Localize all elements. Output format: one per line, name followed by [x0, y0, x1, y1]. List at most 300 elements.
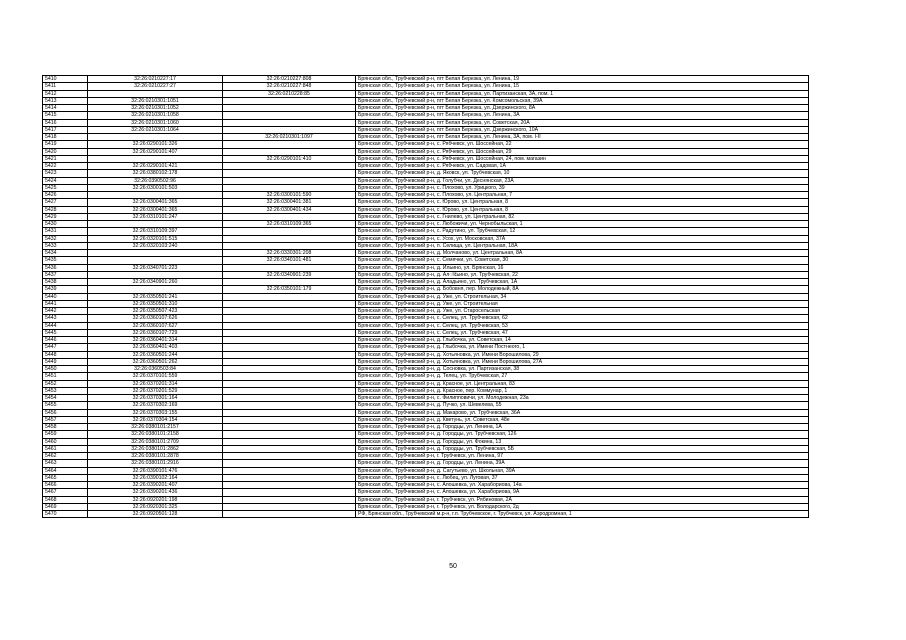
table-row [43, 402, 809, 409]
premises-number-cell [223, 445, 356, 452]
address-cell: Брянская обл., Трубчевский р-н, д. Красное, пер. Коммунар, 1 [356, 387, 809, 394]
table-row [43, 438, 809, 445]
row-number-cell: 5441 [43, 300, 88, 307]
premises-number-cell [223, 351, 356, 358]
row-number-cell: 5463 [43, 460, 88, 467]
row-number-cell: 5411 [43, 83, 88, 90]
premises-number-cell: 32:26:0340101:481 [223, 257, 356, 264]
row-number-cell: 5447 [43, 344, 88, 351]
premises-number-cell [223, 337, 356, 344]
cadastral-number-cell: 32:26:0320103:240 [88, 242, 223, 249]
address-cell: Брянская обл., Трубчевский р-н, д. Уже, ул. Старосельская [356, 308, 809, 315]
cadastral-number-cell: 32:26:0370302:169 [88, 402, 223, 409]
address-cell: Брянская обл., Трубчевский р-н, д. Сосновка, ул. Партизанская, 38 [356, 366, 809, 373]
address-cell: Брянская обл., Трубчевский р-н, с. Семячки, ул. Советская, 30 [356, 257, 809, 264]
cadastral-number-cell: 32:26:0380101:2878 [88, 453, 223, 460]
premises-number-cell: 32:26:0210228:85 [223, 90, 356, 97]
table-row [43, 424, 809, 431]
table-row [43, 112, 809, 119]
address-cell: Брянская обл., Трубчевский р-н, пгт Белая Березка, ул. Дзержинского, 10А [356, 126, 809, 133]
premises-number-cell [223, 148, 356, 155]
table-row [43, 416, 809, 423]
row-number-cell: 5460 [43, 438, 88, 445]
table-row [43, 213, 809, 220]
table-row [43, 163, 809, 170]
premises-number-cell [223, 373, 356, 380]
table-row [43, 482, 809, 489]
premises-number-cell [223, 503, 356, 510]
table-row [43, 184, 809, 191]
table-row [43, 199, 809, 206]
table-row [43, 496, 809, 503]
address-cell: Брянская обл., Трубчевский р-н, с. Рябчевск, ул. Шоссейная, 24, пом. магазин [356, 155, 809, 162]
cadastral-number-cell: 32:26:0380101:2158 [88, 431, 223, 438]
row-number-cell: 5433 [43, 242, 88, 249]
cadastral-number-cell: 32:26:0350501:241 [88, 293, 223, 300]
row-number-cell: 5452 [43, 380, 88, 387]
row-number-cell: 5443 [43, 315, 88, 322]
premises-number-cell: 32:26:0210227:848 [223, 83, 356, 90]
address-cell: Брянская обл., Трубчевский р-н, д. Телец, ул. Трубчевская, 27 [356, 373, 809, 380]
premises-number-cell [223, 293, 356, 300]
premises-number-cell [223, 126, 356, 133]
table-row [43, 257, 809, 264]
row-number-cell: 5422 [43, 163, 88, 170]
premises-number-cell: 32:26:0300101:590 [223, 192, 356, 199]
cadastral-number-cell: 32:26:0920201:198 [88, 496, 223, 503]
address-cell: Брянская обл., Трубчевский р-н, с. Плохово, ул. Урицкого, 39 [356, 184, 809, 191]
row-number-cell: 5428 [43, 206, 88, 213]
table-row [43, 337, 809, 344]
row-number-cell: 5420 [43, 148, 88, 155]
row-number-cell: 5419 [43, 141, 88, 148]
table-row [43, 242, 809, 249]
cadastral-number-cell: 32:26:0210301:1064 [88, 126, 223, 133]
row-number-cell: 5432 [43, 235, 88, 242]
row-number-cell: 5469 [43, 503, 88, 510]
cadastral-number-cell: 32:26:0360501:244 [88, 351, 223, 358]
cadastral-number-cell: 32:26:0360107:626 [88, 315, 223, 322]
row-number-cell: 5418 [43, 134, 88, 141]
address-cell: Брянская обл., Трубчевский р-н, д. Городцы, ул. Ленина, 1А [356, 424, 809, 431]
cadastral-number-cell [88, 271, 223, 278]
cadastral-number-cell [88, 192, 223, 199]
table-row [43, 126, 809, 133]
table-row [43, 409, 809, 416]
address-cell: Брянская обл., Трубчевский р-н, пгт Белая Березка, ул. Комсомольская, 39А [356, 97, 809, 104]
address-cell: Брянская обл., Трубчевский р-н, с. Апошевка, ул. Харабориова, 14а [356, 482, 809, 489]
table-row [43, 445, 809, 452]
table-row [43, 358, 809, 365]
cadastral-number-cell: 32:26:0350507:423 [88, 308, 223, 315]
table-row [43, 235, 809, 242]
premises-number-cell [223, 344, 356, 351]
premises-number-cell [223, 105, 356, 112]
premises-number-cell [223, 184, 356, 191]
cadastral-number-cell: 32:26:0360501:262 [88, 358, 223, 365]
address-cell: Брянская обл., Трубчевский р-н, с. Усох, ул. Московская, 37А [356, 235, 809, 242]
cadastral-number-cell: 32:26:0210227:17 [88, 76, 223, 83]
row-number-cell: 5435 [43, 257, 88, 264]
row-number-cell: 5427 [43, 199, 88, 206]
premises-number-cell [223, 387, 356, 394]
table-row [43, 351, 809, 358]
premises-number-cell [223, 235, 356, 242]
row-number-cell: 5467 [43, 489, 88, 496]
cadastral-number-cell: 32:26:0920501:128 [88, 511, 223, 518]
address-cell: Брянская обл., Трубчевский р-н, г. Трубчевск, ул. Рябиновая, 2А [356, 496, 809, 503]
cadastral-number-cell [88, 221, 223, 228]
cadastral-number-cell: 32:26:0310109:397 [88, 228, 223, 235]
cadastral-number-cell: 32:26:0370304:154 [88, 416, 223, 423]
table-row [43, 286, 809, 293]
row-number-cell: 5445 [43, 329, 88, 336]
premises-number-cell [223, 366, 356, 373]
table-row [43, 264, 809, 271]
premises-number-cell: 32:26:0330301:208 [223, 250, 356, 257]
address-cell: Брянская обл., Трубчевский р-н, с. Гнилево, ул. Центральная, 82 [356, 213, 809, 220]
premises-number-cell [223, 380, 356, 387]
row-number-cell: 5454 [43, 395, 88, 402]
premises-number-cell [223, 97, 356, 104]
row-number-cell: 5449 [43, 358, 88, 365]
table-row [43, 76, 809, 83]
table-row [43, 83, 809, 90]
premises-number-cell [223, 141, 356, 148]
table-row [43, 380, 809, 387]
row-number-cell: 5458 [43, 424, 88, 431]
table-row [43, 119, 809, 126]
cadastral-number-cell: 32:26:0380102:178 [88, 170, 223, 177]
row-number-cell: 5421 [43, 155, 88, 162]
row-number-cell: 5444 [43, 322, 88, 329]
row-number-cell: 5446 [43, 337, 88, 344]
row-number-cell: 5417 [43, 126, 88, 133]
address-cell: Брянская обл., Трубчевский р-н, пгт Белая Березка, ул. Ленина, 19 [356, 76, 809, 83]
premises-number-cell: 32:26:0290101:410 [223, 155, 356, 162]
table-row [43, 366, 809, 373]
address-cell: Брянская обл., Трубчевский р-н, с. Юрово, ул. Центральная, 8 [356, 206, 809, 213]
address-cell: Брянская обл., Трубчевский р-н, пгт Белая Березка, ул. Ленина, 3А, пом. I-II [356, 134, 809, 141]
premises-number-cell [223, 467, 356, 474]
premises-number-cell [223, 474, 356, 481]
address-cell: Брянская обл., Трубчевский р-н, д. Пучко, ул. Шевелева, 55 [356, 402, 809, 409]
cadastral-number-cell: 32:26:0370201:314 [88, 380, 223, 387]
table-row [43, 271, 809, 278]
cadastral-number-cell: 32:26:0390101:476 [88, 467, 223, 474]
table-row [43, 467, 809, 474]
table-row [43, 141, 809, 148]
row-number-cell: 5470 [43, 511, 88, 518]
premises-number-cell [223, 409, 356, 416]
row-number-cell: 5450 [43, 366, 88, 373]
cadastral-number-cell: 32:26:0290101:407 [88, 148, 223, 155]
cadastral-number-cell [88, 90, 223, 97]
cadastral-table [42, 75, 809, 518]
premises-number-cell: 32:26:0210227:808 [223, 76, 356, 83]
row-number-cell: 5459 [43, 431, 88, 438]
row-number-cell: 5438 [43, 279, 88, 286]
row-number-cell: 5431 [43, 228, 88, 235]
cadastral-number-cell: 32:26:0360107:627 [88, 322, 223, 329]
address-cell: Брянская обл., Трубчевский р-н, с. Рябчевск, ул. Шоссейная, 29 [356, 148, 809, 155]
address-cell: Брянская обл., Трубчевский р-н, с. Плохово, ул. Центральная, 7 [356, 192, 809, 199]
premises-number-cell [223, 322, 356, 329]
address-cell: Брянская обл., Трубчевский р-н, д. Красное, ул. Центральная, 83 [356, 380, 809, 387]
address-cell: Брянская обл., Трубчевский р-н, д. Аладьино, ул. Трубчевская, 1А [356, 279, 809, 286]
address-cell: Брянская обл., Трубчевский р-н, д. Городцы, ул. Трубчевская, 126 [356, 431, 809, 438]
row-number-cell: 5416 [43, 119, 88, 126]
row-number-cell: 5437 [43, 271, 88, 278]
row-number-cell: 5436 [43, 264, 88, 271]
row-number-cell: 5448 [43, 351, 88, 358]
cadastral-number-cell: 32:26:0380101:2862 [88, 445, 223, 452]
cadastral-number-cell [88, 286, 223, 293]
cadastral-number-cell: 32:26:0290101:421 [88, 163, 223, 170]
row-number-cell: 5465 [43, 474, 88, 481]
table-row [43, 329, 809, 336]
cadastral-number-cell: 32:26:0380101:2157 [88, 424, 223, 431]
row-number-cell: 5451 [43, 373, 88, 380]
cadastral-number-cell: 32:26:0370101:559 [88, 373, 223, 380]
premises-number-cell [223, 112, 356, 119]
premises-number-cell [223, 228, 356, 235]
table-row [43, 279, 809, 286]
address-cell: Брянская обл., Трубчевский р-н, с. Рябчевск, ул. Садовая, 1А [356, 163, 809, 170]
cadastral-number-cell [88, 155, 223, 162]
table-row [43, 453, 809, 460]
address-cell: Брянская обл., Трубчевский р-н, д. Уже, ул. Строительная, 34 [356, 293, 809, 300]
address-cell: Брянская обл., Трубчевский р-н, д. Городцы, ул. Ленина, 39А [356, 460, 809, 467]
address-cell: Брянская обл., Трубчевский р-н, с. Юрово, ул. Центральная, 8 [356, 199, 809, 206]
table-row [43, 177, 809, 184]
premises-number-cell [223, 300, 356, 307]
row-number-cell: 5424 [43, 177, 88, 184]
premises-number-cell [223, 416, 356, 423]
premises-number-cell [223, 460, 356, 467]
row-number-cell: 5439 [43, 286, 88, 293]
row-number-cell: 5429 [43, 213, 88, 220]
address-cell: Брянская обл., Трубчевский р-н, с. Селец, ул. Трубчевская, 62 [356, 315, 809, 322]
row-number-cell: 5442 [43, 308, 88, 315]
cadastral-number-cell: 32:26:0360401:403 [88, 344, 223, 351]
address-cell: Брянская обл., Трубчевский р-н, с. Любожичи, ул. Чернобыльская, 1 [356, 221, 809, 228]
row-number-cell: 5464 [43, 467, 88, 474]
premises-number-cell [223, 213, 356, 220]
premises-number-cell: 32:26:0300401:381 [223, 199, 356, 206]
address-cell: Брянская обл., Трубчевский р-н, с. Апошевка, ул. Харабориова, 9А [356, 489, 809, 496]
address-cell: Брянская обл., Трубчевский р-н, с. Радутино, ул. Трубчевская, 12 [356, 228, 809, 235]
address-cell: Брянская обл., Трубчевский р-н, пгт Белая Березка, ул. Советская, 20А [356, 119, 809, 126]
cadastral-number-cell: 32:26:0370303:155 [88, 409, 223, 416]
premises-number-cell [223, 177, 356, 184]
cadastral-number-cell: 32:26:0360107:729 [88, 329, 223, 336]
cadastral-number-cell: 32:26:0390201:436 [88, 489, 223, 496]
table-row [43, 300, 809, 307]
row-number-cell: 5440 [43, 293, 88, 300]
premises-number-cell [223, 438, 356, 445]
address-cell: Брянская обл., Трубчевский р-н, д. Бобовня, пер. Молодежный, 8А [356, 286, 809, 293]
premises-number-cell [223, 315, 356, 322]
table-row [43, 395, 809, 402]
row-number-cell: 5455 [43, 402, 88, 409]
premises-number-cell [223, 482, 356, 489]
cadastral-number-cell [88, 257, 223, 264]
premises-number-cell [223, 119, 356, 126]
premises-number-cell [223, 358, 356, 365]
address-cell: Брянская обл., Трубчевский р-н, д. Хотьяновка, ул. Имени Ворошилова, 27А [356, 358, 809, 365]
premises-number-cell [223, 511, 356, 518]
table-row [43, 97, 809, 104]
premises-number-cell [223, 395, 356, 402]
premises-number-cell [223, 402, 356, 409]
cadastral-number-cell: 32:26:0390502:96 [88, 177, 223, 184]
address-cell: Брянская обл., Трубчевский р-н, с. Любец, ул. Луговая, 37 [356, 474, 809, 481]
address-cell: Брянская обл., Трубчевский р-н, д. Кветунь, ул. Советская, 48е [356, 416, 809, 423]
row-number-cell: 5462 [43, 453, 88, 460]
premises-number-cell [223, 264, 356, 271]
address-cell: Брянская обл., Трубчевский р-н, г. Трубчевск, ул. Ленина, 97 [356, 453, 809, 460]
row-number-cell: 5413 [43, 97, 88, 104]
table-row [43, 105, 809, 112]
address-cell: Брянская обл., Трубчевский р-н, д. Городцы, ул. Трубчевская, 5Б [356, 445, 809, 452]
address-cell: РФ, Брянская обл., Трубчевский м.р-н, г.п. Трубчевское, г. Трубчевск, ул. Аэродромная, 1 [356, 511, 809, 518]
address-cell: Брянская обл., Трубчевский р-н, п. Селища, ул. Центральная, 18А [356, 242, 809, 249]
address-cell: Брянская обл., Трубчевский р-н, г. Трубчевск, ул. Володарского, 2д [356, 503, 809, 510]
table-row [43, 148, 809, 155]
address-cell: Брянская обл., Трубчевский р-н, с. Селец, ул. Трубчевская, 53 [356, 322, 809, 329]
row-number-cell: 5434 [43, 250, 88, 257]
cadastral-number-cell [88, 250, 223, 257]
premises-number-cell: 32:26:0210301:1097 [223, 134, 356, 141]
cadastral-number-cell: 32:26:0380101:2709 [88, 438, 223, 445]
address-cell: Брянская обл., Трубчевский р-н, д. Яковск, ул. Трубчевская, 10 [356, 170, 809, 177]
table-row [43, 503, 809, 510]
cadastral-number-cell: 32:26:0310101:247 [88, 213, 223, 220]
table-row [43, 293, 809, 300]
premises-number-cell [223, 163, 356, 170]
table-row [43, 134, 809, 141]
premises-number-cell [223, 242, 356, 249]
address-cell: Брянская обл., Трубчевский р-н, д. Алादьино, ул. Трубчевская, 22 [356, 271, 809, 278]
premises-number-cell: 32:26:0310109:365 [223, 221, 356, 228]
table-row [43, 322, 809, 329]
premises-number-cell [223, 489, 356, 496]
address-cell: Брянская обл., Трубчевский р-н, д. Хотьяновка, ул. Имени Ворошилова, 29 [356, 351, 809, 358]
cadastral-number-cell: 32:26:0380101:2916 [88, 460, 223, 467]
row-number-cell: 5426 [43, 192, 88, 199]
table-row [43, 460, 809, 467]
address-cell: Брянская обл., Трубчевский р-н, с. Филипповичи, ул. Молодежная, 23а [356, 395, 809, 402]
table-row [43, 511, 809, 518]
table-row [43, 387, 809, 394]
row-number-cell: 5410 [43, 76, 88, 83]
address-cell: Брянская обл., Трубчевский р-н, д. Молчаново, ул. Центральная, 8А [356, 250, 809, 257]
table-row [43, 431, 809, 438]
table-row [43, 228, 809, 235]
cadastral-number-cell: 32:26:0210301:1052 [88, 105, 223, 112]
premises-number-cell [223, 279, 356, 286]
premises-number-cell [223, 308, 356, 315]
cadastral-number-cell: 32:26:0390201:407 [88, 482, 223, 489]
table-row [43, 155, 809, 162]
row-number-cell: 5453 [43, 387, 88, 394]
table-row [43, 192, 809, 199]
table-row [43, 250, 809, 257]
address-cell: Брянская обл., Трубчевский р-н, пгт Белая Березка, ул. Дзержинского, 8А [356, 105, 809, 112]
cadastral-number-cell: 32:26:0340701:223 [88, 264, 223, 271]
premises-number-cell: 32:26:0340901:239 [223, 271, 356, 278]
table-row [43, 90, 809, 97]
row-number-cell: 5457 [43, 416, 88, 423]
row-number-cell: 5430 [43, 221, 88, 228]
cadastral-number-cell: 32:26:0340901:260 [88, 279, 223, 286]
table-row [43, 221, 809, 228]
cadastral-number-cell: 32:26:0320101:515 [88, 235, 223, 242]
cadastral-number-cell: 32:26:0210301:1051 [88, 97, 223, 104]
cadastral-number-cell: 32:26:0210301:1060 [88, 119, 223, 126]
premises-number-cell [223, 431, 356, 438]
address-cell: Брянская обл., Трубчевский р-н, д. Уже, ул. Строительная [356, 300, 809, 307]
cadastral-number-cell: 32:26:0920301:325 [88, 503, 223, 510]
cadastral-number-cell: 32:26:0350501:310 [88, 300, 223, 307]
row-number-cell: 5412 [43, 90, 88, 97]
table-row [43, 489, 809, 496]
table-row [43, 344, 809, 351]
cadastral-number-cell: 32:26:0370301:164 [88, 395, 223, 402]
table-row [43, 308, 809, 315]
row-number-cell: 5461 [43, 445, 88, 452]
table-row [43, 170, 809, 177]
row-number-cell: 5456 [43, 409, 88, 416]
table-row [43, 474, 809, 481]
premises-number-cell: 32:26:0350101:179 [223, 286, 356, 293]
cadastral-number-cell: 32:26:0290101:326 [88, 141, 223, 148]
row-number-cell: 5415 [43, 112, 88, 119]
row-number-cell: 5466 [43, 482, 88, 489]
row-number-cell: 5423 [43, 170, 88, 177]
cadastral-number-cell: 32:26:0300401:365 [88, 206, 223, 213]
address-cell: Брянская обл., Трубчевский р-н, с. Селец, ул. Трубчевская, 47 [356, 329, 809, 336]
row-number-cell: 5414 [43, 105, 88, 112]
address-cell: Брянская обл., Трубчевский р-н, пгт Белая Березка, ул. Ленина, 3А [356, 112, 809, 119]
address-cell: Брянская обл., Трубчевский р-н, д. Глыбочка, ул. Советская, 14 [356, 337, 809, 344]
address-cell: Брянская обл., Трубчевский р-н, д. Голубчи, ул. Деснянская, 23А [356, 177, 809, 184]
row-number-cell: 5468 [43, 496, 88, 503]
premises-number-cell [223, 453, 356, 460]
address-cell: Брянская обл., Трубчевский р-н, д. Макарово, ул. Трубчевская, 36А [356, 409, 809, 416]
address-cell: Брянская обл., Трубчевский р-н, д. Сагутьево, ул. Школьная, 39А [356, 467, 809, 474]
address-cell: Брянская обл., Трубчевский р-н, д. Городцы, ул. Фокина, 13 [356, 438, 809, 445]
page-number: 50 [449, 563, 457, 570]
cadastral-number-cell [88, 134, 223, 141]
address-cell: Брянская обл., Трубчевский р-н, д. Глыбочка, ул. Имени Постнеого, 1 [356, 344, 809, 351]
cadastral-number-cell: 32:26:0210227:27 [88, 83, 223, 90]
cadastral-number-cell: 32:26:0360401:314 [88, 337, 223, 344]
cadastral-number-cell: 32:26:0300401:365 [88, 199, 223, 206]
table-row [43, 206, 809, 213]
cadastral-number-cell: 32:26:0360503:84 [88, 366, 223, 373]
row-number-cell: 5425 [43, 184, 88, 191]
address-cell: Брянская обл., Трубчевский р-н, пгт Белая Березка, ул. Ленина, 15 [356, 83, 809, 90]
cadastral-number-cell: 32:26:0210301:1058 [88, 112, 223, 119]
cadastral-number-cell: 32:26:0390102:164 [88, 474, 223, 481]
premises-number-cell [223, 329, 356, 336]
table-row [43, 373, 809, 380]
premises-number-cell [223, 170, 356, 177]
address-cell: Брянская обл., Трубчевский р-н, д. Ильино, ул. Брянская, 16 [356, 264, 809, 271]
cadastral-number-cell: 32:26:0300101:503 [88, 184, 223, 191]
